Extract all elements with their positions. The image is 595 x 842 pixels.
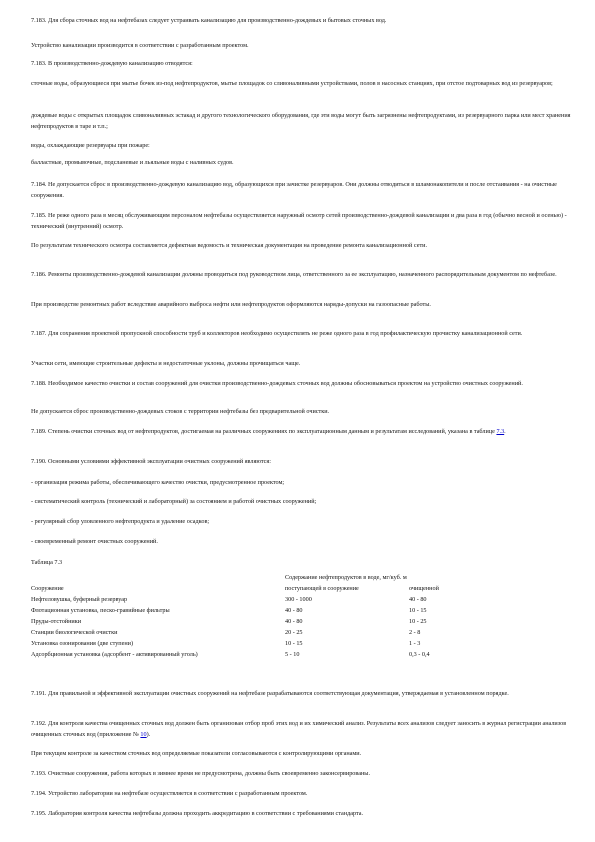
column-header: Сооружение	[31, 585, 64, 592]
paragraph: воды, охлаждающие резервуары при пожаре:	[31, 142, 150, 149]
paragraph-7-187: 7.187. Для сохранения проектной пропускной способности труб и коллекторов необходимо осуществлять не реже одного раза в год профилактическую прочистку канализационной сети.	[31, 330, 523, 337]
list-item: - систематический контроль (технический и лабораторный) за состоянием и работой очистных сооружений;	[31, 498, 317, 505]
table-row	[31, 638, 451, 649]
table-cell: 20 - 25	[285, 629, 303, 636]
data-table	[31, 572, 451, 660]
table-cell: 0,3 - 0,4	[409, 651, 430, 658]
table-row	[31, 616, 451, 627]
paragraph-text: ).	[146, 731, 151, 738]
group-header: Содержание нефтепродуктов в воде, мг/куб. м	[285, 574, 407, 581]
table-cell: Установка озонирования (две ступени)	[31, 640, 134, 647]
table-cell: 10 - 25	[409, 618, 427, 625]
table-cell: 10 - 15	[285, 640, 303, 647]
table-cell: 40 - 80	[409, 596, 427, 603]
paragraph-text: .	[504, 428, 506, 435]
paragraph-text: 7.189. Степень очистки сточных вод от нефтепродуктов, достигаемая на различных сооружениях по эксплуатационным данным и результатам исследований, указана в таблице	[31, 428, 497, 435]
table-cell: Нефтеловушка, буферный резервуар	[31, 596, 128, 603]
table-row	[31, 627, 451, 638]
list-item: - регулярный сбор уловленного нефтепродукта и удаление осадков;	[31, 518, 210, 525]
table-cell: 5 - 10	[285, 651, 300, 658]
paragraph-7-186: 7.186. Ремонты производственно-дождевой канализации должны проводиться под руководством лица, ответственного за ее эксплуатацию, назначенного распорядительным документом по нефтебазе.	[31, 271, 557, 278]
column-header: поступающей в сооружение	[285, 585, 359, 592]
table-cell: Станции биологической очистки	[31, 629, 118, 636]
paragraph: По результатам технического осмотра составляется дефектная ведомость и техническая документация на проведение ремонта канализационной сети.	[31, 242, 428, 249]
table-row	[31, 594, 451, 605]
table-cell: 1 - 3	[409, 640, 421, 647]
table-row	[31, 649, 451, 660]
table-link[interactable]: 7.3	[496, 428, 505, 435]
table-caption: Таблица 7.3	[31, 559, 63, 566]
paragraph: дождевые воды с открытых площадок сливоналивных эстакад и другого технологического оборудования, где эти воды могут быть загрязнены нефтепродуктами, из резервуарного парка или мест хранения нефтепродуктов в таре и т.п.;	[31, 112, 571, 130]
paragraph-7-183: 7.183. Для сбора сточных вод на нефтебазах следует устраивать канализацию для производственно-дождевых и бытовых сточных вод.	[31, 17, 387, 24]
list-item: - организация режима работы, обеспечивающего качество очистки, предусмотренное проектом;	[31, 479, 285, 486]
paragraph-7-195: 7.195. Лаборатория контроля качества нефтебазы должна проходить аккредитацию в соответствии с требованиями стандарта.	[31, 810, 364, 817]
table-cell: 300 - 1000	[285, 596, 312, 603]
paragraph: При текущем контроле за качеством сточных вод определяемые показатели согласовываются с контролирующими органами.	[31, 750, 362, 757]
table-cell: Пруды-отстойники	[31, 618, 82, 625]
paragraph: Устройство канализации производится в соответствии с разработанным проектом.	[31, 42, 249, 49]
paragraph-7-189	[31, 426, 571, 437]
paragraph-7-192	[31, 718, 571, 740]
appendix-link[interactable]: 10	[140, 731, 147, 738]
paragraph: 7.183. В производственно-дождевую канализацию отводятся:	[31, 60, 193, 67]
table-cell: 40 - 80	[285, 607, 303, 614]
column-header: очищенной	[409, 585, 439, 592]
paragraph-7-193: 7.193. Очистные сооружения, работа которых в зимнее время не предусмотрена, должны быть своевременно законсервированы.	[31, 770, 370, 777]
paragraph: Не допускается сброс производственно-дождевых стоков с территории нефтебазы без предварительной очистки.	[31, 408, 330, 415]
table-row	[31, 605, 451, 616]
table-cell: 2 - 8	[409, 629, 421, 636]
paragraph: Участки сети, имеющие строительные дефекты и недостаточные уклоны, должны прочищаться чаще.	[31, 360, 301, 367]
table-cell: 40 - 80	[285, 618, 303, 625]
paragraph-7-194: 7.194. Устройство лаборатории на нефтебазе осуществляется в соответствии с разработанным проектом.	[31, 790, 308, 797]
list-item: - своевременный ремонт очистных сооружений.	[31, 538, 158, 545]
table-cell: Адсорбционная установка (адсорбент - активированный уголь)	[31, 651, 198, 658]
paragraph-7-188: 7.188. Необходимое качество очистки и состав сооружений для очистки производственно-дождевых сточных вод должны обосновываться проектом на устройство очистных сооружений.	[31, 380, 523, 387]
paragraph-text: 7.192. Для контроля качества очищенных сточных вод должен быть организован отбор проб этих вод и их химический анализ. Результаты всех анализов следует заносить в журнал регистрации анализов очищенных сточных вод (приложение №	[31, 720, 567, 738]
paragraph: При производстве ремонтных работ вследствие аварийного выброса нефти или нефтепродуктов оформляются наряды-допуски на газоопасные работы.	[31, 301, 431, 308]
paragraph-7-190: 7.190. Основными условиями эффективной эксплуатации очистных сооружений являются:	[31, 458, 271, 465]
table-cell: 10 - 15	[409, 607, 427, 614]
paragraph-7-184: 7.184. Не допускается сброс в производственно-дождевую канализацию вод, образующихся при зачистке резервуаров. Они должны отводиться в шламонакопители и после отстаивания - на очистные сооружения.	[31, 181, 557, 199]
paragraph-7-185: 7.185. Не реже одного раза в месяц обслуживающим персоналом нефтебазы осуществляется наружный осмотр сетей производственно-дождевой канализации и два раза в год (обычно весной и осенью) - технический (внутренний) осмотр.	[31, 212, 567, 230]
paragraph: сточные воды, образующиеся при мытье бочек из-под нефтепродуктов, мытье площадок со сливоналивными устройствами, полов в насосных станциях, при отстое подтоварных вод из резервуаров;	[31, 80, 553, 87]
paragraph-7-191: 7.191. Для правильной и эффективной эксплуатации очистных сооружений на нефтебазе разрабатываются соответствующая документация, утверждаемая в установленном порядке.	[31, 690, 509, 697]
paragraph: балластные, промывочные, подсланевые и льяльные воды с наливных судов.	[31, 159, 234, 166]
table-header-row	[31, 572, 451, 583]
table-cell: Флотационная установка, песко-гравийные фильтры	[31, 607, 170, 614]
